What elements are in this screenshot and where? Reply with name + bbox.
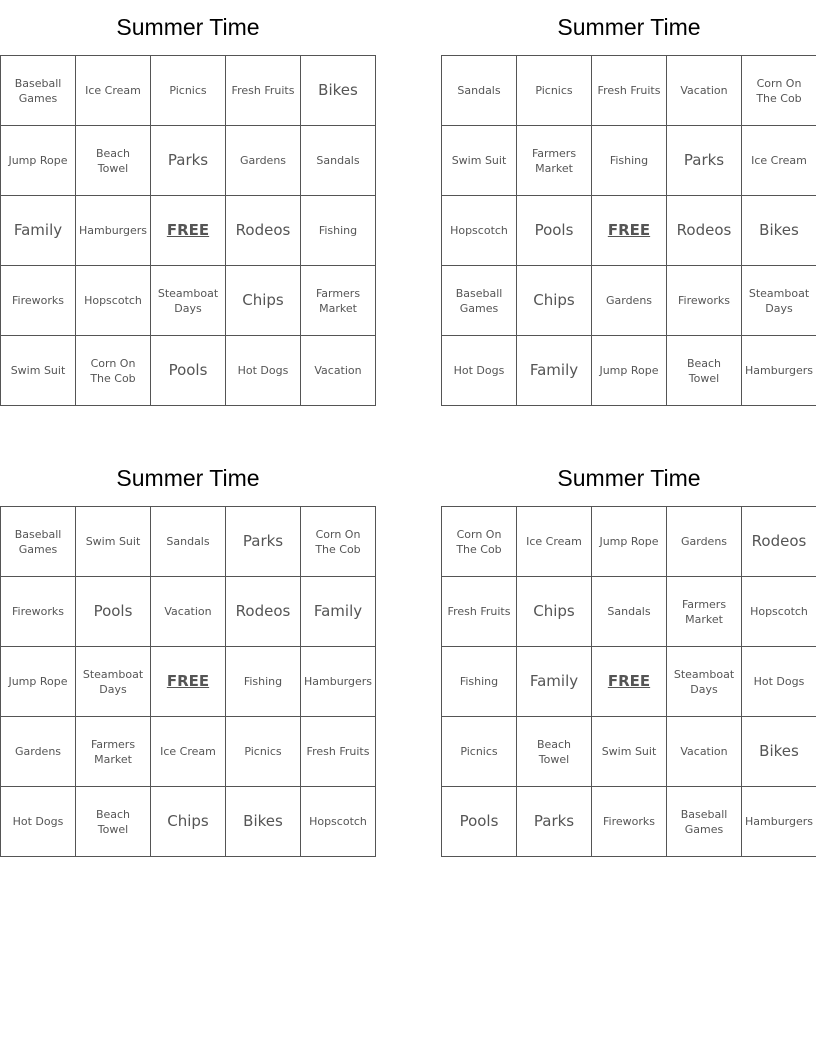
bingo-cell: Fresh Fruits: [442, 577, 517, 647]
bingo-cell: Fishing: [442, 647, 517, 717]
bingo-cell: Sandals: [301, 126, 376, 196]
free-space-cell: FREE: [592, 196, 667, 266]
bingo-cell: Hopscotch: [742, 577, 816, 647]
bingo-cell: Bikes: [301, 56, 376, 126]
bingo-cell: Corn On The Cob: [742, 56, 816, 126]
bingo-cell: Gardens: [667, 507, 742, 577]
bingo-card-4: [441, 451, 816, 857]
bingo-cell: Fireworks: [1, 266, 76, 336]
bingo-cell: Chips: [517, 266, 592, 336]
bingo-cell: Farmers Market: [517, 126, 592, 196]
bingo-cell: Parks: [517, 787, 592, 857]
bingo-cell: Family: [517, 336, 592, 406]
bingo-cell: Steamboat Days: [667, 647, 742, 717]
bingo-cell: Parks: [667, 126, 742, 196]
bingo-cell: Baseball Games: [1, 507, 76, 577]
bingo-cell: Jump Rope: [1, 647, 76, 717]
bingo-grid: [0, 506, 376, 857]
bingo-cell: Fishing: [226, 647, 301, 717]
bingo-cell: Gardens: [592, 266, 667, 336]
bingo-cell: Ice Cream: [151, 717, 226, 787]
card-title: Summer Time: [557, 465, 701, 491]
bingo-cell: Picnics: [151, 56, 226, 126]
bingo-cell: Fresh Fruits: [301, 717, 376, 787]
bingo-cell: Fishing: [301, 196, 376, 266]
bingo-cell: Baseball Games: [667, 787, 742, 857]
card-title: Summer Time: [116, 465, 260, 491]
bingo-cell: Bikes: [742, 717, 816, 787]
bingo-cell: Swim Suit: [76, 507, 151, 577]
bingo-cell: Corn On The Cob: [442, 507, 517, 577]
bingo-cell: Beach Towel: [667, 336, 742, 406]
bingo-cell: Fireworks: [1, 577, 76, 647]
bingo-grid: [441, 55, 816, 406]
bingo-cell: Hopscotch: [76, 266, 151, 336]
bingo-grid: [0, 55, 376, 406]
free-space-cell: FREE: [151, 647, 226, 717]
bingo-cell: Family: [517, 647, 592, 717]
bingo-cell: Fireworks: [667, 266, 742, 336]
bingo-cell: Hot Dogs: [742, 647, 816, 717]
bingo-cell: Hot Dogs: [1, 787, 76, 857]
bingo-cell: Chips: [226, 266, 301, 336]
bingo-cell: Swim Suit: [1, 336, 76, 406]
bingo-cell: Vacation: [301, 336, 376, 406]
bingo-cell: Rodeos: [667, 196, 742, 266]
bingo-cell: Baseball Games: [442, 266, 517, 336]
free-space-cell: FREE: [592, 647, 667, 717]
bingo-cell: Rodeos: [742, 507, 816, 577]
bingo-cell: Beach Towel: [76, 787, 151, 857]
bingo-cell: Pools: [442, 787, 517, 857]
bingo-cell: Hamburgers: [301, 647, 376, 717]
bingo-cell: Hamburgers: [742, 336, 816, 406]
bingo-cell: Ice Cream: [76, 56, 151, 126]
bingo-cell: Beach Towel: [76, 126, 151, 196]
bingo-card-1: [0, 0, 376, 406]
bingo-cell: Beach Towel: [517, 717, 592, 787]
bingo-cell: Corn On The Cob: [76, 336, 151, 406]
bingo-card-2: [441, 0, 816, 406]
bingo-cell: Sandals: [442, 56, 517, 126]
bingo-cell: Parks: [226, 507, 301, 577]
free-space-cell: FREE: [151, 196, 226, 266]
bingo-cell: Parks: [151, 126, 226, 196]
bingo-cell: Vacation: [151, 577, 226, 647]
bingo-cell: Picnics: [226, 717, 301, 787]
bingo-cell: Hopscotch: [442, 196, 517, 266]
bingo-cell: Pools: [517, 196, 592, 266]
bingo-cell: Gardens: [226, 126, 301, 196]
bingo-cell: Picnics: [517, 56, 592, 126]
bingo-cell: Steamboat Days: [151, 266, 226, 336]
bingo-card-3: [0, 451, 376, 857]
bingo-cell: Steamboat Days: [742, 266, 816, 336]
bingo-cell: Rodeos: [226, 196, 301, 266]
bingo-cell: Chips: [517, 577, 592, 647]
bingo-cell: Hot Dogs: [226, 336, 301, 406]
bingo-cell: Vacation: [667, 717, 742, 787]
bingo-cell: Family: [1, 196, 76, 266]
bingo-cell: Sandals: [151, 507, 226, 577]
bingo-cell: Baseball Games: [1, 56, 76, 126]
bingo-cell: Chips: [151, 787, 226, 857]
bingo-cell: Ice Cream: [742, 126, 816, 196]
bingo-cell: Jump Rope: [592, 507, 667, 577]
bingo-grid: [441, 506, 816, 857]
bingo-cell: Bikes: [742, 196, 816, 266]
bingo-cell: Fresh Fruits: [226, 56, 301, 126]
bingo-cell: Pools: [151, 336, 226, 406]
bingo-cell: Gardens: [1, 717, 76, 787]
bingo-cell: Hamburgers: [742, 787, 816, 857]
bingo-cell: Vacation: [667, 56, 742, 126]
bingo-cell: Jump Rope: [1, 126, 76, 196]
bingo-cell: Fireworks: [592, 787, 667, 857]
bingo-cell: Jump Rope: [592, 336, 667, 406]
bingo-cell: Hamburgers: [76, 196, 151, 266]
card-title: Summer Time: [116, 14, 260, 40]
bingo-cell: Fishing: [592, 126, 667, 196]
bingo-cell: Picnics: [442, 717, 517, 787]
bingo-cell: Ice Cream: [517, 507, 592, 577]
bingo-cell: Pools: [76, 577, 151, 647]
bingo-cell: Hopscotch: [301, 787, 376, 857]
bingo-cell: Bikes: [226, 787, 301, 857]
bingo-cell: Farmers Market: [301, 266, 376, 336]
bingo-cell: Farmers Market: [667, 577, 742, 647]
card-title: Summer Time: [557, 14, 701, 40]
bingo-cell: Hot Dogs: [442, 336, 517, 406]
bingo-cell: Farmers Market: [76, 717, 151, 787]
bingo-cell: Family: [301, 577, 376, 647]
bingo-cell: Rodeos: [226, 577, 301, 647]
bingo-cell: Corn On The Cob: [301, 507, 376, 577]
bingo-cell: Swim Suit: [442, 126, 517, 196]
bingo-cell: Swim Suit: [592, 717, 667, 787]
bingo-cell: Steamboat Days: [76, 647, 151, 717]
bingo-cell: Sandals: [592, 577, 667, 647]
bingo-cell: Fresh Fruits: [592, 56, 667, 126]
